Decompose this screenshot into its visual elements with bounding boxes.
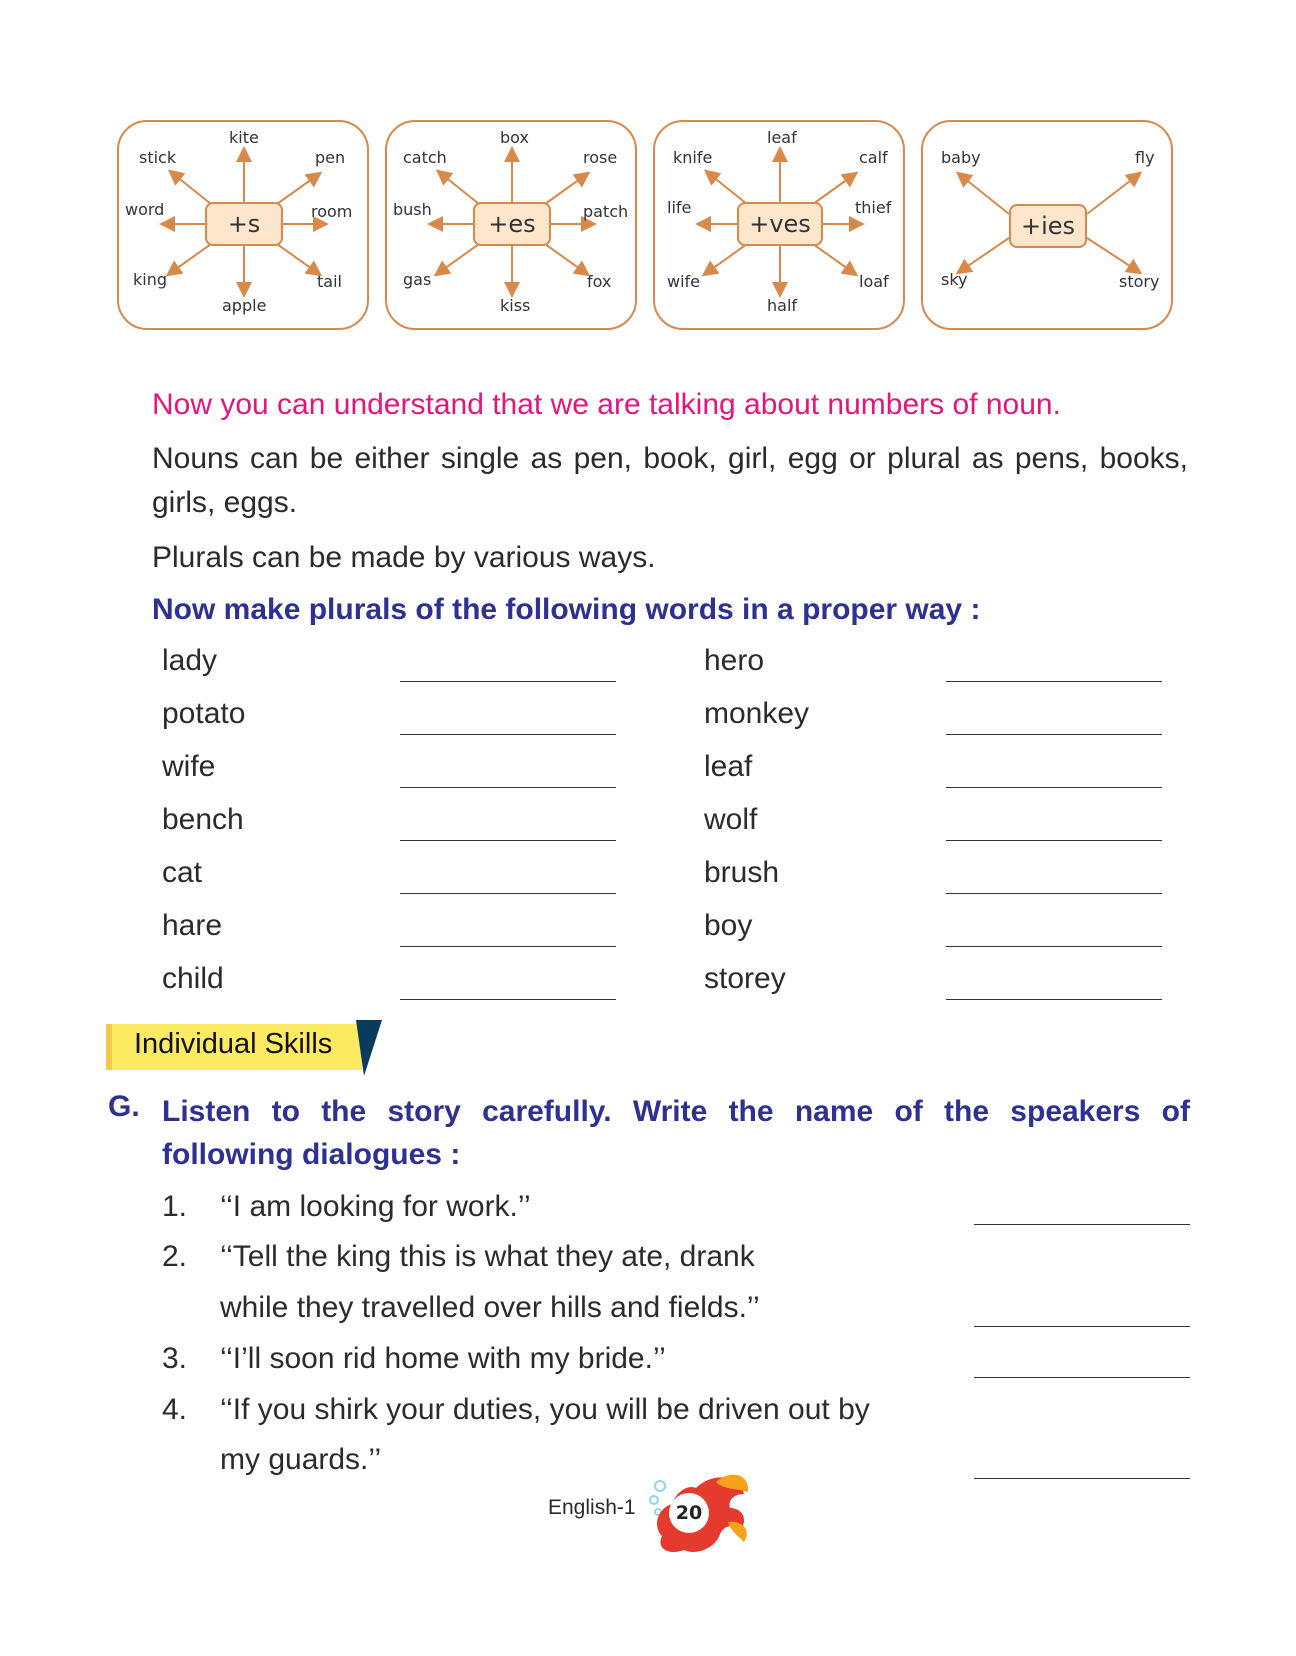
diagram-center: +ies <box>1009 204 1087 248</box>
section-tab <box>106 1020 364 1072</box>
highlight-sentence: Now you can understand that we are talking about numbers of noun. <box>152 388 1061 421</box>
diagram-word: half <box>767 296 798 315</box>
answer-blank[interactable] <box>400 787 616 788</box>
diagram-s <box>117 120 369 330</box>
diagram-word: life <box>667 198 692 217</box>
exercise-word: child <box>162 962 224 995</box>
exercise-word: leaf <box>704 750 753 783</box>
answer-blank[interactable] <box>400 734 616 735</box>
diagram-word: gas <box>403 270 432 289</box>
page-number: 20 <box>671 1495 707 1531</box>
exercise-word: lady <box>162 644 218 677</box>
diagram-word: kite <box>229 128 259 147</box>
question-text-line1: Listen to the story carefully. Write the name of the speakers of <box>162 1095 1190 1128</box>
dialogue-text: ‘‘Tell the king this is what they ate, drank <box>220 1240 755 1273</box>
diagram-word: king <box>133 270 168 289</box>
diagram-word: wife <box>667 272 701 291</box>
diagram-center: +es <box>473 202 551 246</box>
diagram-word: fox <box>587 272 612 291</box>
diagram-word: stick <box>139 148 177 167</box>
speaker-blank[interactable] <box>974 1224 1190 1225</box>
diagram-word: thief <box>855 198 892 217</box>
diagram-word: leaf <box>767 128 797 147</box>
diagram-word: knife <box>673 148 713 167</box>
exercise-instruction: Now make plurals of the following words in a proper way : <box>152 593 981 626</box>
dialogue-number: 1. <box>162 1190 188 1223</box>
book-title: English-1 <box>548 1496 636 1519</box>
answer-blank[interactable] <box>400 840 616 841</box>
diagram-ies <box>921 120 1173 330</box>
dialogue-number: 2. <box>162 1240 188 1273</box>
speaker-blank[interactable] <box>974 1377 1190 1378</box>
exercise-word: hero <box>704 644 765 677</box>
diagram-word: catch <box>403 148 447 167</box>
diagram-word: rose <box>583 148 618 167</box>
diagram-word: word <box>125 200 165 219</box>
diagram-word: fly <box>1135 148 1155 167</box>
diagram-word: loaf <box>859 272 889 291</box>
answer-blank[interactable] <box>946 840 1162 841</box>
diagram-ves <box>653 120 905 330</box>
exercise-word: monkey <box>704 697 810 730</box>
dialogue-text: ‘‘I’ll soon rid home with my bride.’’ <box>220 1342 666 1375</box>
question-text-line2: following dialogues : <box>162 1138 461 1171</box>
dialogue-text: while they travelled over hills and fields.’’ <box>220 1291 760 1324</box>
dialogue-number: 4. <box>162 1393 188 1426</box>
intro-paragraph: Nouns can be either single as pen, book, girl, egg or plural as pens, books, girls, eggs. <box>152 442 1188 519</box>
answer-blank[interactable] <box>946 734 1162 735</box>
diagram-word: box <box>500 128 529 147</box>
question-label: G. <box>108 1090 140 1123</box>
answer-blank[interactable] <box>946 946 1162 947</box>
section-tab-label: Individual Skills <box>134 1028 333 1060</box>
exercise-word: bench <box>162 803 244 836</box>
exercise-word: boy <box>704 909 753 942</box>
diagram-word: kiss <box>500 296 531 315</box>
exercise-word: storey <box>704 962 786 995</box>
answer-blank[interactable] <box>946 999 1162 1000</box>
exercise-word: wolf <box>704 803 758 836</box>
exercise-word: hare <box>162 909 223 942</box>
diagram-word: patch <box>583 202 629 221</box>
diagram-center: +s <box>205 202 283 246</box>
speaker-blank[interactable] <box>974 1478 1190 1479</box>
diagram-word: room <box>311 202 353 221</box>
diagram-es <box>385 120 637 330</box>
exercise-word: brush <box>704 856 780 889</box>
dialogue-text: my guards.’’ <box>220 1443 382 1476</box>
diagram-word: baby <box>941 148 981 167</box>
answer-blank[interactable] <box>946 893 1162 894</box>
exercise-word: potato <box>162 697 246 730</box>
diagram-word: sky <box>941 270 968 289</box>
answer-blank[interactable] <box>400 681 616 682</box>
answer-blank[interactable] <box>946 681 1162 682</box>
diagram-word: calf <box>859 148 888 167</box>
answer-blank[interactable] <box>400 946 616 947</box>
dialogue-text: ‘‘I am looking for work.’’ <box>220 1190 531 1223</box>
diagram-center: +ves <box>737 202 823 246</box>
dialogue-text: ‘‘If you shirk your duties, you will be driven out by <box>220 1393 870 1426</box>
speaker-blank[interactable] <box>974 1326 1190 1327</box>
exercise-word: wife <box>162 750 216 783</box>
diagram-word: tail <box>317 272 342 291</box>
answer-blank[interactable] <box>400 999 616 1000</box>
diagram-word: apple <box>222 296 267 315</box>
answer-blank[interactable] <box>946 787 1162 788</box>
diagram-word: pen <box>315 148 346 167</box>
dialogue-number: 3. <box>162 1342 188 1375</box>
diagram-word: bush <box>393 200 432 219</box>
diagram-word: story <box>1119 272 1160 291</box>
answer-blank[interactable] <box>400 893 616 894</box>
plurals-note: Plurals can be made by various ways. <box>152 541 656 574</box>
exercise-word: cat <box>162 856 203 889</box>
